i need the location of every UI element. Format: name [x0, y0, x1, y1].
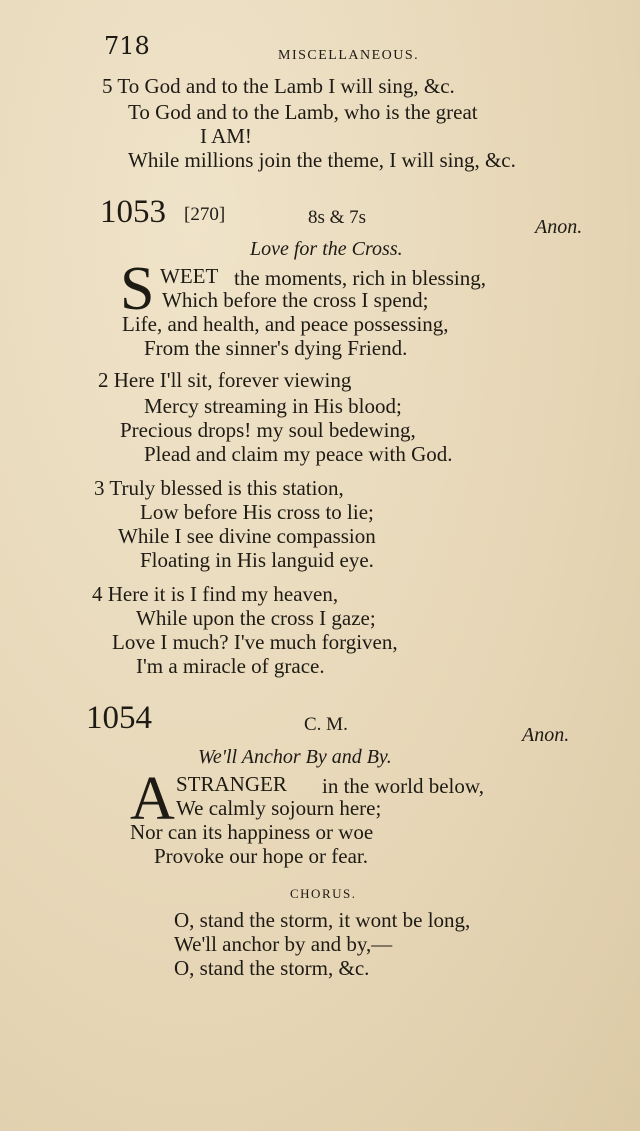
hymn-1054-line-4: Provoke our hope or fear.: [154, 844, 369, 868]
hymn-1053-line-6: Mercy streaming in His blood;: [144, 394, 402, 418]
page-number: 718: [104, 32, 150, 60]
hymn-1053-line-16: I'm a miracle of grace.: [136, 654, 325, 678]
hymn-1053-line-3: Life, and health, and peace possessing,: [122, 312, 449, 336]
hymn-1053-tune-number: [270]: [184, 204, 226, 225]
hymn-1054-line-1: in the world below,: [322, 774, 484, 798]
hymn-1053-line-13: 4 Here it is I find my heaven,: [92, 582, 339, 606]
hymn-1053-line-7: Precious drops! my soul bedewing,: [120, 418, 416, 442]
hymn-1054-line-3: Nor can its happiness or woe: [130, 820, 374, 844]
hymn-1053-drop-cap: S: [120, 255, 155, 323]
hymn-1054-first-word: STRANGER: [176, 772, 287, 796]
running-head: MISCELLANEOUS.: [278, 48, 420, 63]
prev-hymn-line-3: I AM!: [200, 124, 252, 148]
hymn-1053-line-5: 2 Here I'll sit, forever viewing: [98, 368, 352, 392]
prev-hymn-line-2: To God and to the Lamb, who is the great: [128, 100, 478, 124]
hymn-1053-line-15: Love I much? I've much forgiven,: [112, 630, 398, 654]
hymn-1053-line-4: From the sinner's dying Friend.: [144, 336, 408, 360]
chorus-line-1: O, stand the storm, it wont be long,: [174, 908, 471, 932]
hymn-1053-title: Love for the Cross.: [250, 238, 403, 260]
hymn-1054-drop-cap: A: [130, 765, 175, 833]
chorus-line-2: We'll anchor by and by,—: [174, 932, 393, 956]
hymn-1053-line-8: Plead and claim my peace with God.: [144, 442, 453, 466]
hymn-1053-line-2: Which before the cross I spend;: [162, 288, 429, 312]
hymn-1053-line-1: the moments, rich in blessing,: [234, 266, 486, 290]
hymn-1053-author: Anon.: [535, 216, 583, 238]
hymn-1053-line-11: While I see divine compassion: [118, 524, 376, 548]
chorus-label: CHORUS.: [290, 886, 357, 901]
hymn-1053-line-10: Low before His cross to lie;: [140, 500, 374, 524]
hymn-1053-line-12: Floating in His languid eye.: [140, 548, 374, 572]
prev-hymn-line-4: While millions join the theme, I will sing, &c.: [128, 148, 516, 172]
hymn-1054-author: Anon.: [522, 724, 570, 746]
hymn-1053-number: 1053: [100, 194, 166, 230]
prev-hymn-line-1: 5 To God and to the Lamb I will sing, &c.: [102, 74, 455, 98]
hymn-1053-first-word: WEET: [160, 264, 219, 288]
hymn-1053-meter: 8s & 7s: [308, 207, 367, 228]
hymn-1053-line-14: While upon the cross I gaze;: [136, 606, 376, 630]
hymn-1054-meter: C. M.: [304, 714, 348, 735]
hymn-1054-title: We'll Anchor By and By.: [198, 746, 392, 768]
hymn-1054-number: 1054: [86, 700, 152, 736]
hymn-1053-line-9: 3 Truly blessed is this station,: [94, 476, 344, 500]
hymn-1054-line-2: We calmly sojourn here;: [176, 796, 382, 820]
chorus-line-3: O, stand the storm, &c.: [174, 956, 370, 980]
